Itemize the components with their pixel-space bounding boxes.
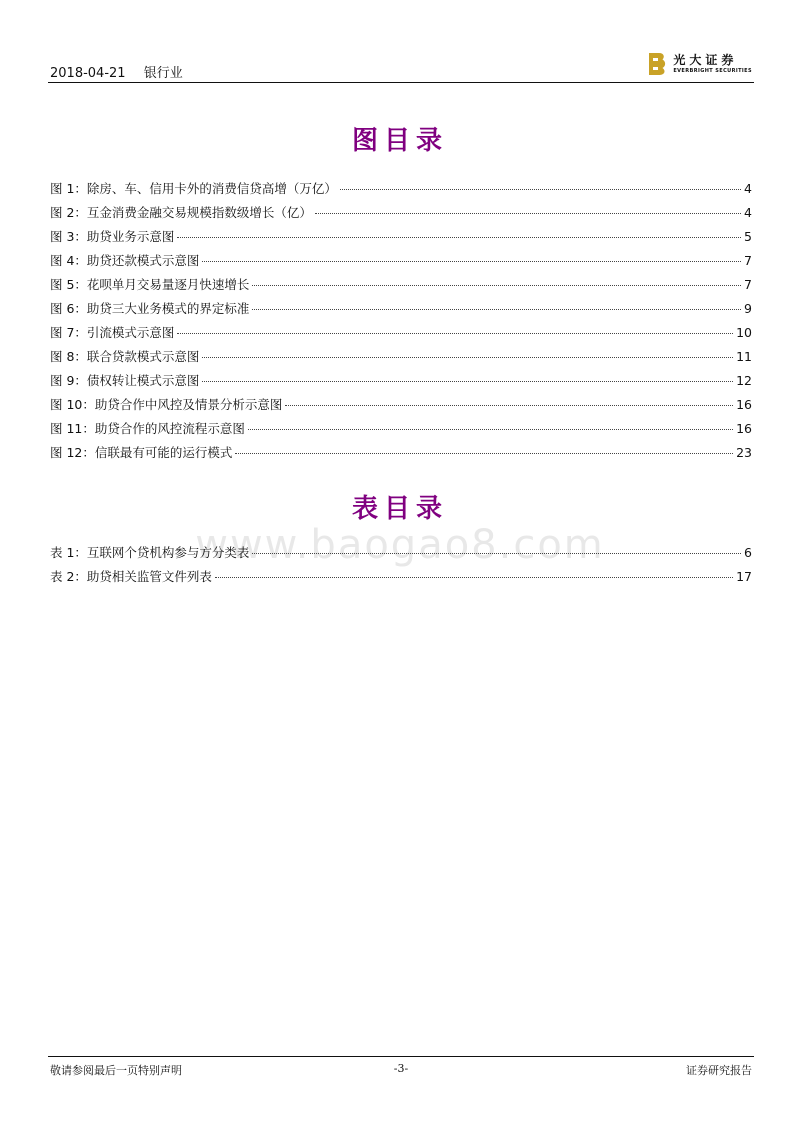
toc-entry[interactable] xyxy=(50,297,752,321)
toc-entry[interactable] xyxy=(50,177,752,201)
figures-list xyxy=(50,177,752,465)
report-type: 证券研究报告 xyxy=(686,1064,752,1077)
toc-entry-label: 图 10：助贷合作中风控及情景分析示意图 xyxy=(50,397,283,412)
toc-entry-label: 图 7：引流模式示意图 xyxy=(50,325,175,340)
toc-entry[interactable] xyxy=(50,393,752,417)
toc-entry-page: 10 xyxy=(736,325,752,340)
toc-entry[interactable] xyxy=(50,417,752,441)
toc-entry[interactable] xyxy=(50,345,752,369)
page-header xyxy=(50,53,752,81)
toc-entry-page: 16 xyxy=(736,421,752,436)
toc-entry-page: 23 xyxy=(736,445,752,460)
dot-leader xyxy=(202,381,733,382)
toc-entry-label: 图 5：花呗单月交易量逐月快速增长 xyxy=(50,277,250,292)
logo-mark-icon xyxy=(647,52,667,76)
figures-title: 图目录 xyxy=(351,126,448,156)
toc-entry-page: 7 xyxy=(744,277,752,292)
page-footer xyxy=(50,1062,752,1078)
watermark: www.baogao8.com xyxy=(195,522,605,568)
dot-leader xyxy=(315,213,741,214)
tables-list xyxy=(50,541,752,589)
dot-leader xyxy=(235,453,733,454)
header-divider xyxy=(48,82,754,83)
toc-entry[interactable] xyxy=(50,249,752,273)
toc-entry-label: 图 6：助贷三大业务模式的界定标准 xyxy=(50,301,250,316)
dot-leader xyxy=(202,261,741,262)
dot-leader xyxy=(285,405,733,406)
toc-entry[interactable] xyxy=(50,273,752,297)
toc-entry[interactable] xyxy=(50,321,752,345)
toc-entry-label: 图 9：债权转让模式示意图 xyxy=(50,373,200,388)
toc-entry[interactable] xyxy=(50,225,752,249)
toc-entry-label: 表 1：互联网个贷机构参与方分类表 xyxy=(50,545,250,560)
toc-entry-page: 9 xyxy=(744,301,752,316)
toc-entry-label: 表 2：助贷相关监管文件列表 xyxy=(50,569,212,584)
logo-english-name: EVERBRIGHT SECURITIES xyxy=(673,68,752,74)
header-info xyxy=(50,62,183,81)
disclaimer-note: 敬请参阅最后一页特别声明 xyxy=(50,1064,182,1077)
dot-leader xyxy=(252,553,741,554)
toc-entry-page: 4 xyxy=(744,205,752,220)
toc-entry[interactable] xyxy=(50,369,752,393)
dot-leader xyxy=(177,237,741,238)
toc-entry-page: 6 xyxy=(744,545,752,560)
toc-entry-page: 7 xyxy=(744,253,752,268)
toc-entry[interactable] xyxy=(50,441,752,465)
page-number: -3- xyxy=(393,1062,409,1075)
logo-chinese-name: 光大证券 xyxy=(673,53,738,67)
industry-label: 银行业 xyxy=(143,66,183,81)
everbright-logo xyxy=(647,48,752,80)
toc-entry-label: 图 11：助贷合作的风控流程示意图 xyxy=(50,421,245,436)
dot-leader xyxy=(177,333,733,334)
toc-entry[interactable] xyxy=(50,541,752,565)
dot-leader xyxy=(252,309,741,310)
toc-entry-label: 图 2：互金消费金融交易规模指数级增长（亿） xyxy=(50,205,312,220)
toc-entry-page: 11 xyxy=(736,349,752,364)
dot-leader xyxy=(252,285,741,286)
toc-entry-page: 17 xyxy=(736,569,752,584)
dot-leader xyxy=(215,577,733,578)
toc-entry-page: 12 xyxy=(736,373,752,388)
toc-entry-label: 图 12：信联最有可能的运行模式 xyxy=(50,445,233,460)
toc-entry-label: 图 8：联合贷款模式示意图 xyxy=(50,349,200,364)
dot-leader xyxy=(248,429,733,430)
toc-entry-page: 16 xyxy=(736,397,752,412)
toc-entry-label: 图 4：助贷还款模式示意图 xyxy=(50,253,200,268)
toc-entry-page: 5 xyxy=(744,229,752,244)
toc-entry-page: 4 xyxy=(744,181,752,196)
toc-entry-label: 图 3：助贷业务示意图 xyxy=(50,229,175,244)
toc-entry-label: 图 1：除房、车、信用卡外的消费信贷高增（万亿） xyxy=(50,181,337,196)
report-date: 2018-04-21 xyxy=(50,66,126,81)
dot-leader xyxy=(202,357,733,358)
dot-leader xyxy=(340,189,741,190)
tables-title: 表目录 xyxy=(351,494,448,524)
toc-entry[interactable] xyxy=(50,565,752,589)
toc-entry[interactable] xyxy=(50,201,752,225)
footer-divider xyxy=(48,1056,754,1057)
